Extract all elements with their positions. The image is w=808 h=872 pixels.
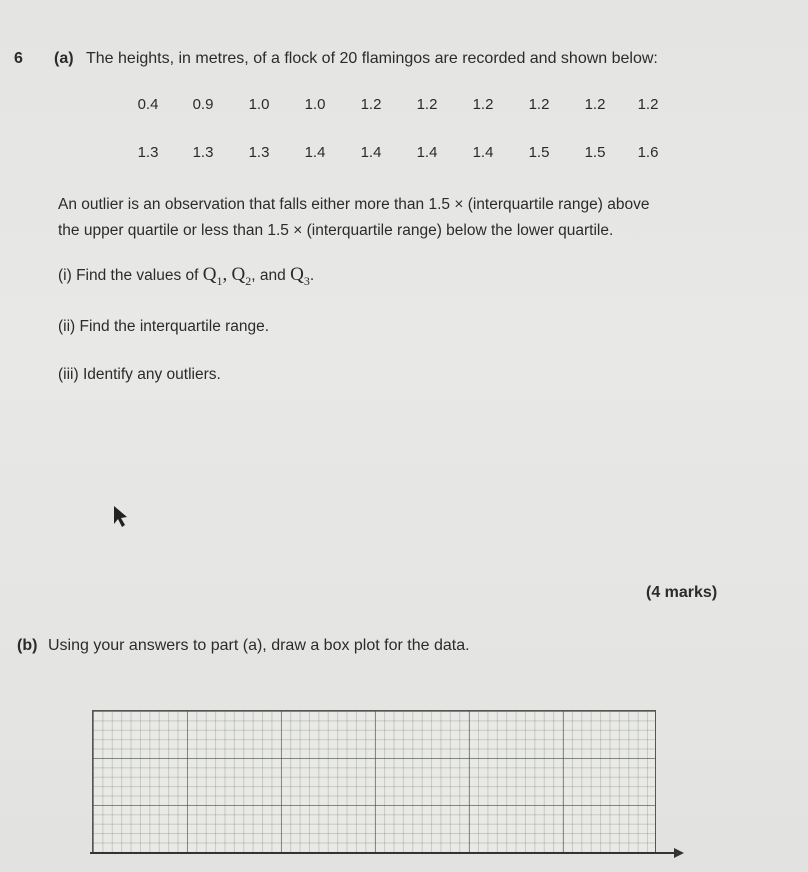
part-a-label: (a) xyxy=(54,50,74,67)
data-value: 1.2 xyxy=(528,96,550,113)
data-value: 0.9 xyxy=(192,96,214,113)
data-value: 1.6 xyxy=(637,144,659,161)
data-value: 1.2 xyxy=(472,96,494,113)
question-number: 6 xyxy=(14,50,23,67)
data-value: 1.2 xyxy=(584,96,606,113)
data-value: 1.5 xyxy=(528,144,550,161)
cursor-pointer-icon xyxy=(112,504,134,530)
part-b-text: Using your answers to part (a), draw a box plot for the data. xyxy=(48,637,470,654)
data-value: 1.3 xyxy=(248,144,270,161)
data-value: 1.4 xyxy=(360,144,382,161)
axis-arrow-icon xyxy=(674,848,684,858)
data-value: 0.4 xyxy=(137,96,159,113)
data-value: 1.4 xyxy=(416,144,438,161)
data-value: 1.3 xyxy=(137,144,159,161)
outlier-definition-line2: the upper quartile or less than 1.5 × (interquartile range) below the lower quartile. xyxy=(58,222,614,239)
data-value: 1.0 xyxy=(304,96,326,113)
data-value: 1.2 xyxy=(360,96,382,113)
q2-symbol: $Q_2$ xyxy=(231,264,252,288)
outlier-definition-line1: An outlier is an observation that falls either more than 1.5 × (interquartile range) above xyxy=(58,196,650,213)
data-value: 1.2 xyxy=(416,96,438,113)
data-value: 1.4 xyxy=(472,144,494,161)
data-value: 1.0 xyxy=(248,96,270,113)
marks-label: (4 marks) xyxy=(646,584,718,601)
data-value: 1.4 xyxy=(304,144,326,161)
q3-symbol: $Q_3$ xyxy=(290,264,310,288)
sub-question-i-prefix: (i) Find the values of xyxy=(58,267,199,284)
part-a-intro: The heights, in metres, of a flock of 20 flamingos are recorded and shown below: xyxy=(86,50,658,67)
sub-question-iii: (iii) Identify any outliers. xyxy=(58,366,221,383)
data-value: 1.3 xyxy=(192,144,214,161)
sub-question-i: (i) Find the values of $Q_1$, $Q_2$, and $Q_3$. xyxy=(58,264,315,288)
data-value: 1.5 xyxy=(584,144,606,161)
box-plot-grid[interactable] xyxy=(92,710,656,854)
number-line-axis xyxy=(90,845,690,865)
sub-question-ii: (ii) Find the interquartile range. xyxy=(58,318,270,335)
q1-symbol: $Q_1$ xyxy=(202,264,223,288)
part-b-label: (b) xyxy=(17,637,38,654)
and-word: and xyxy=(259,267,286,284)
data-value: 1.2 xyxy=(637,96,659,113)
